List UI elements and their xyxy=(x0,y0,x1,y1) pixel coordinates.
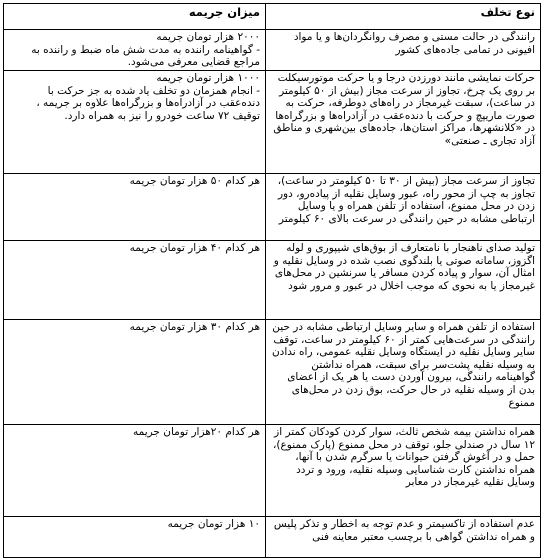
table-row xyxy=(4,30,541,71)
violation-cell: همراه نداشتن بیمه شخص ثالث، سوار کردن کودکان کمتر از ۱۲ سال در صندلی جلو، توقف در محل ممنوع (پارک ممنوع)، حمل و در آغوش گرفتن حیوانات یا سرگرم شدن با آنها، همراه نداشتن کارت شناسایی وسیله نقلیه، ورود و تردد وسایل نقلیه غیرمجاز در معابر xyxy=(266,425,541,517)
violation-cell: عدم استفاده از تاکسیمتر و عدم توجه به اخطار و تذکر پلیس و همراه نداشتن گواهی با برچسب معتبر معاینه فنی xyxy=(266,517,541,558)
table-row xyxy=(4,517,541,558)
penalty-cell xyxy=(4,320,266,425)
table-row xyxy=(4,71,541,174)
penalty-line: هر کدام ۴۰ هزار تومان جریمه xyxy=(129,242,260,254)
table-row xyxy=(4,174,541,241)
penalty-line: - انجام همزمان دو تخلف یاد شده به جز حرکت با دنده‌عقب در آزادراه‌ها و بزرگراه‌ها علاوه بر جریمه ، توقیف ۷۲ ساعت خودرو را نیز به همراه دارد. xyxy=(36,84,260,122)
table-row xyxy=(4,241,541,320)
penalty-cell xyxy=(4,241,266,320)
penalty-line: هر کدام ۵۰ هزار تومان جریمه xyxy=(129,175,260,187)
header-violation-type: نوع تخلف xyxy=(266,4,541,30)
violation-cell: استفاده از تلفن همراه و سایر وسایل ارتباطی مشابه در حین رانندگی در سرعت‌هایی کمتر از ۶۰ کیلومتر در ساعت، توقف سایر وسایل نقلیه در ایستگاه وسایل نقلیه عمومی، راه ندادن به وسیله نقلیه پشت‌سر برای سبقت، همراه نداشتن گواهینامه رانندگی، بیرون آوردن دست یا هر یک از اعضای بدن از وسیله نقلیه در حال حرکت، بوق زدن در محل‌های ممنوع xyxy=(266,320,541,425)
penalty-cell xyxy=(4,425,266,517)
penalty-line: ۱۰۰۰ هزار تومان جریمه xyxy=(156,72,260,84)
penalty-line: هر کدام ۳۰ هزار تومان جریمه xyxy=(129,321,260,333)
penalty-line: ۱۰ هزار تومان جریمه xyxy=(167,518,260,530)
table-row xyxy=(4,320,541,425)
violation-cell: رانندگی در حالت مستی و مصرف روانگردان‌ها و یا مواد افیونی در تمامی جاده‌های کشور xyxy=(266,30,541,71)
penalty-cell xyxy=(4,71,266,174)
penalty-cell xyxy=(4,30,266,71)
penalty-line: - گواهینامه راننده به مدت شش ماه ضبط و راننده به مراجع قضایی معرفی می‌شود. xyxy=(31,43,260,69)
table-header-row xyxy=(4,4,541,30)
violation-cell: حرکات نمایشی مانند دورزدن درجا و یا حرکت موتورسیکلت بر روی یک چرخ، تجاوز از سرعت مجاز (بیش از ۵۰ کیلومتر در ساعت)، سبقت غیرمجاز در راه‌های دوطرفه، حرکت به صورت ماریپچ و حرکت با دنده‌عقب در آزادراه‌ها و بزرگراه‌ها در «کلانشهرها، مراکز استان‌ها، جاده‌های بین‌شهری و مناطق آزاد تجاری ـ صنعتی» xyxy=(266,71,541,174)
violation-cell: تولید صدای ناهنجار با نامتعارف از بوق‌های شیپوری و لوله اگزوز، سامانه صوتی یا بلندگوی نصب شده در وسایل نقلیه و امثال آن، سوار و پیاده کردن مسافر یا سرنشین در محل‌های غیرمجاز یا به نحوی که موجب اخلال در عبور و مرور شود xyxy=(266,241,541,320)
fines-table xyxy=(3,3,541,558)
penalty-cell xyxy=(4,517,266,558)
table-row xyxy=(4,425,541,517)
penalty-line: ۲۰۰۰ هزار تومان جریمه xyxy=(156,31,260,43)
penalty-cell xyxy=(4,174,266,241)
violation-cell: تجاوز از سرعت مجاز (بیش از ۳۰ تا ۵۰ کیلومتر در ساعت)، تجاوز به چپ از محور راه، عبور وسایل نقلیه از پیاده‌رو، دور زدن در محل ممنوع، استفاده از تلفن همراه و یا وسایل ارتباطی مشابه در حین رانندگی در سرعت بالای ۶۰ کیلومتر xyxy=(266,174,541,241)
header-penalty-amount: میزان جریمه xyxy=(4,4,266,30)
penalty-line: هر کدام ۲۰هزار تومان جریمه xyxy=(133,426,260,438)
